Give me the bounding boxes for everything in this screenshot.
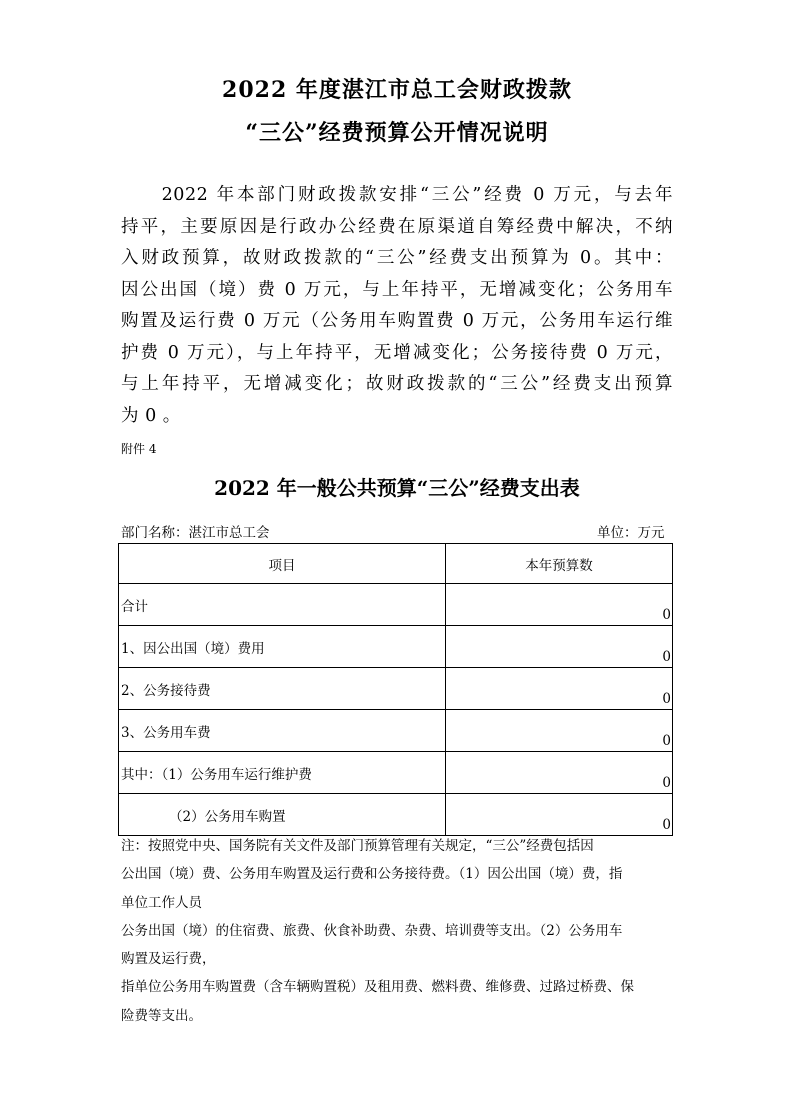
paragraph-line: 入财政预算，故财政拨款的“三公”经费支出预算为 0。其中： [121,248,673,268]
note-line: 公务出国（境）的住宿费、旅费、伙食补助费、杂费、培训费等支出。（2）公务用车 [121,922,623,939]
table-header-row [119,544,673,584]
department-name: 部门名称：湛江市总工会 [121,525,270,541]
paragraph-line: 2022 年本部门财政拨款安排“三公”经费 0 万元，与去年 [121,185,673,205]
note-line: 注：按照党中央、国务院有关文件及部门预算管理有关规定，“三公”经费包括因 [121,838,594,854]
note-line: 险费等支出。 [121,1007,202,1024]
paragraph-line: 与上年持平，无增减变化；故财政拨款的“三公”经费支出预算 [121,374,673,394]
table-row [119,584,673,626]
note-line: 单位工作人员 [121,894,202,911]
row-value: 0 [446,668,673,710]
attachment-label: 附件 4 [121,442,157,456]
row-item: 2、公务接待费 [119,668,446,710]
explanation-paragraph [121,180,673,432]
paragraph-line: 因公出国（境）费 0 万元，与上年持平，无增减变化；公务用车 [121,279,673,300]
table-row [119,710,673,752]
header-budget: 本年预算数 [446,544,673,584]
document-title-line-1: 2022 年度湛江市总工会财政拨款 [222,77,572,103]
expense-table [118,543,673,836]
row-item: 合计 [119,584,446,626]
row-value: 0 [446,710,673,752]
document-title-line-2: “三公”经费预算公开情况说明 [245,120,549,146]
table-row [119,668,673,710]
row-value: 0 [446,626,673,668]
row-item: （2）公务用车购置 [119,794,446,836]
row-value: 0 [446,584,673,626]
note-line: 购置及运行费， [121,951,216,968]
paragraph-line: 为 0 。 [121,405,181,426]
note-line: 公出国（境）费、公务用车购置及运行费和公务接待费。（1）因公出国（境）费，指 [121,866,623,883]
note-line: 指单位公务用车购置费（含车辆购置税）及租用费、燃料费、维修费、过路过桥费、保 [121,979,634,996]
row-item: 1、因公出国（境）费用 [119,626,446,668]
table-row [119,794,673,836]
row-item: 3、公务用车费 [119,710,446,752]
paragraph-line: 购置及运行费 0 万元（公务用车购置费 0 万元，公务用车运行维 [121,311,673,331]
paragraph-line: 持平，主要原因是行政办公经费在原渠道自筹经费中解决，不纳 [121,216,673,237]
unit-label: 单位：万元 [597,525,665,541]
table-row [119,752,673,794]
paragraph-line: 护费 0 万元），与上年持平，无增减变化；公务接待费 0 万元， [121,342,673,363]
row-value: 0 [446,752,673,794]
header-item: 项目 [119,544,446,584]
table-title: 2022 年一般公共预算“三公”经费支出表 [214,476,580,500]
row-item: 其中：（1）公务用车运行维护费 [119,752,446,794]
table-notes [121,832,681,1030]
row-value: 0 [446,794,673,836]
table-row [119,626,673,668]
